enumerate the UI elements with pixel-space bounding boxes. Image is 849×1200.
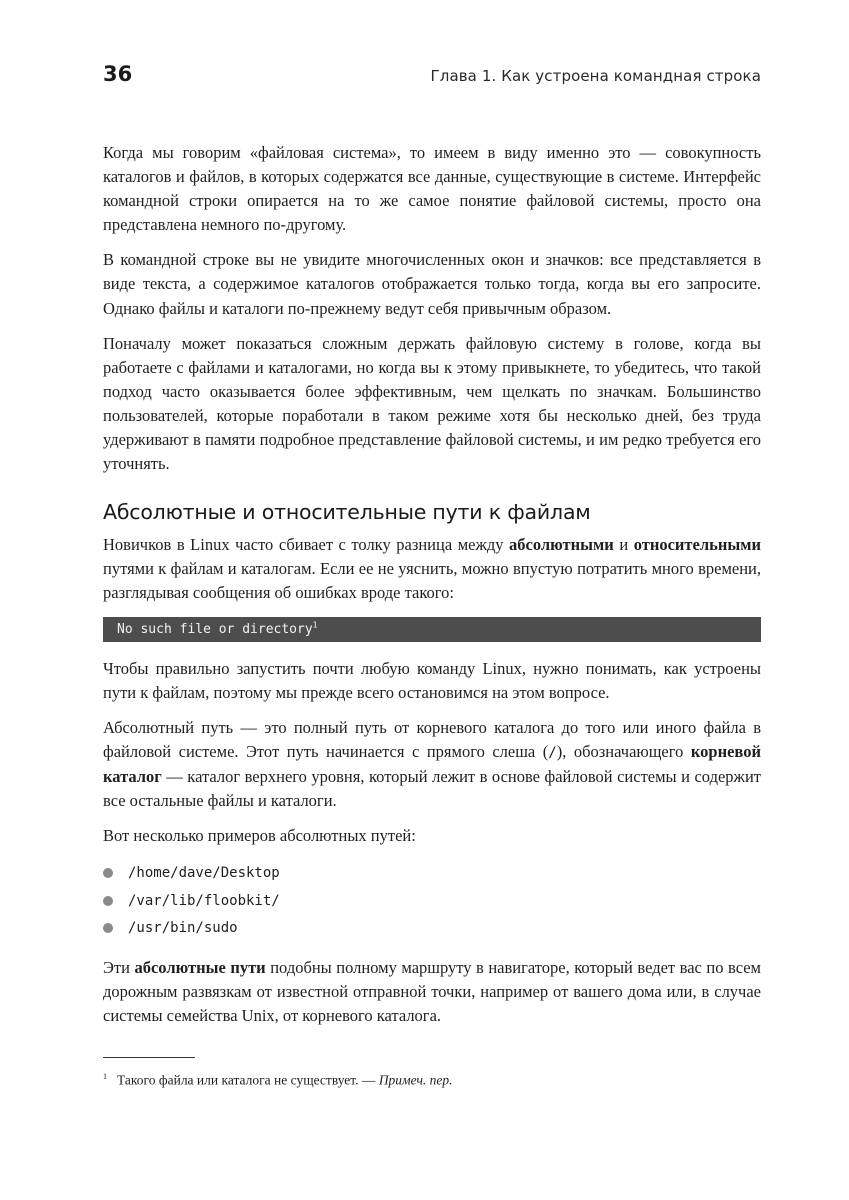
page-header [103, 62, 761, 92]
paragraph: Поначалу может показаться сложным держать файловую систему в голове, когда вы работаете с файлами и каталогами, но когда вы к этому привыкнете, то убедитесь, что такой подход часто оказывается более эффективным, чем щелкать по значкам. Большинство пользователей, которые поработали в таком режиме хотя бы несколько дней, без труда удерживают в памяти подробное представление файловой системы, и им редко требуется его уточнять. [103, 333, 761, 474]
paragraph: Эти абсолютные пути подобны полному маршруту в навигаторе, который ведет вас по всем дорожным развязкам от известной отправной точки, например от вашего дома или, в случае системы семейства Unix, от корневого каталога. [103, 958, 761, 1026]
list-item [103, 887, 761, 915]
paragraph: Новичков в Linux часто сбивает с толку разница между абсолютными и относительными путями к файлам и каталогам. Если ее не уяснить, можно впустую потратить много времени, разглядывая сообщения об ошибках вроде такого: [103, 535, 761, 603]
inline-code: / [548, 744, 557, 761]
code-text: No such file or directory [117, 621, 313, 637]
footnote-ref[interactable]: 1 [312, 620, 318, 630]
bullet-icon [103, 868, 113, 878]
bold-term: абсолютные пути [134, 958, 266, 978]
footnote-divider [103, 1057, 195, 1058]
path-example: /var/lib/floobkit/ [128, 892, 280, 909]
paragraph: Когда мы говорим «файловая система», то имеем в виду именно это — совокупность каталогов и файлов, в которых содержатся все данные, существующие в системе. Интерфейс командной строки опирается на то же самое понятие файловой системы, просто она представлена немного по-другому. [103, 143, 761, 235]
footnote [103, 1067, 453, 1091]
list-item [103, 915, 761, 943]
paragraph: В командной строке вы не увидите многочисленных окон и значков: все представляется в виде текста, а содержимое каталогов отображается только тогда, когда вы его запросите. Однако файлы и каталоги по-прежнему ведут себя привычным образом. [103, 250, 761, 318]
code-block [103, 617, 761, 642]
bullet-icon [103, 923, 113, 933]
bullet-icon [103, 896, 113, 906]
paragraph: Чтобы правильно запустить почти любую команду Linux, нужно понимать, как устроены пути к файлам, поэтому мы прежде всего остановимся на этом вопросе. [103, 658, 761, 702]
bold-term: абсолютными [509, 535, 614, 555]
bold-term: корневой каталог [103, 741, 761, 786]
page-number: 36 [103, 62, 133, 86]
page-content [103, 141, 761, 1040]
paragraph: Вот несколько примеров абсолютных путей: [103, 826, 416, 846]
running-head: Глава 1. Как устроена командная строка [430, 67, 761, 85]
path-list [103, 859, 761, 942]
footnote-note: Примеч. пер. [378, 1072, 453, 1088]
list-item [103, 859, 761, 887]
bold-term: относительными [633, 535, 761, 555]
paragraph: Абсолютный путь — это полный путь от корневого каталога до того или иного файла в файловой системе. Этот путь начинается с прямого слеша (/), обозначающего корневой каталог — каталог верхнего уровня, который лежит в основе файловой системы и содержит все остальные файлы и каталоги. [103, 717, 761, 810]
footnote-text: Такого файла или каталога не существует. — [117, 1072, 379, 1088]
path-example: /home/dave/Desktop [128, 865, 280, 881]
path-example: /usr/bin/sudo [128, 920, 238, 937]
section-heading: Абсолютные и относительные пути к файлам [103, 500, 591, 525]
footnote-mark: 1 [103, 1072, 107, 1081]
